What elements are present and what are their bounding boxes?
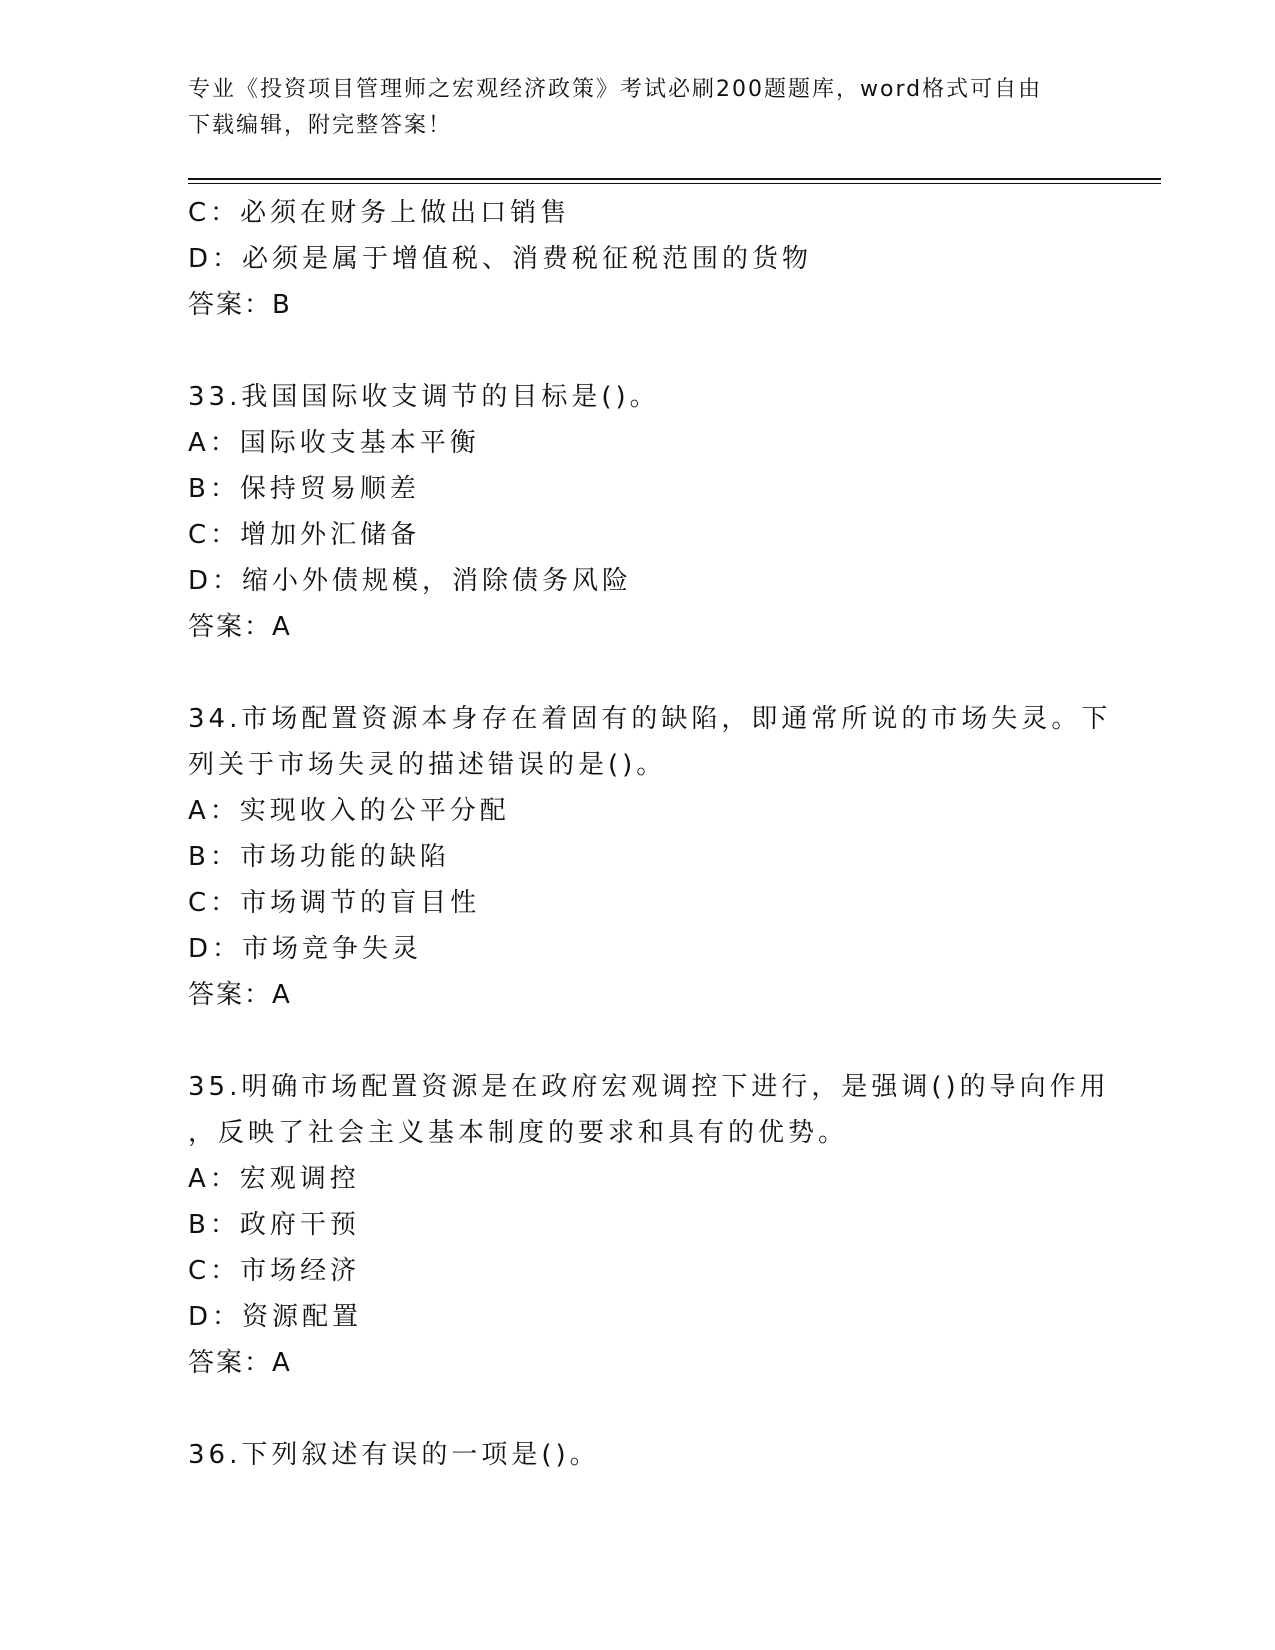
- option-d: D：资源配置: [188, 1302, 363, 1332]
- question-stem-line-1: 34.市场配置资源本身存在着固有的缺陷，即通常所说的市场失灵。下: [188, 704, 1112, 734]
- spacer: [188, 1018, 1088, 1064]
- question-stem-line-1: 35.明确市场配置资源是在政府宏观调控下进行，是强调()的导向作用: [188, 1072, 1110, 1102]
- question-36: [188, 1432, 1088, 1478]
- option-d: D：缩小外债规模，消除债务风险: [188, 566, 633, 596]
- document-header: [188, 72, 1088, 144]
- option-c: C：市场调节的盲目性: [188, 888, 481, 918]
- answer: 答案：A: [188, 1348, 292, 1378]
- question-33: [188, 374, 1088, 650]
- question-stem: 33.我国国际收支调节的目标是()。: [188, 382, 660, 412]
- option-c: C：增加外汇储备: [188, 520, 421, 550]
- header-divider-thin: [188, 183, 1161, 184]
- question-list: [188, 190, 1112, 1478]
- option-a: A：实现收入的公平分配: [188, 796, 510, 826]
- spacer: [188, 650, 1088, 696]
- question-32-tail: [188, 190, 1088, 328]
- answer: 答案：A: [188, 980, 292, 1010]
- option-a: A：宏观调控: [188, 1164, 360, 1194]
- option-a: A：国际收支基本平衡: [188, 428, 480, 458]
- question-stem: 36.下列叙述有误的一项是()。: [188, 1440, 600, 1470]
- option-b: B：市场功能的缺陷: [188, 842, 450, 872]
- question-34: [188, 696, 1112, 1018]
- header-divider-thick: [188, 178, 1161, 180]
- spacer: [188, 1386, 1088, 1432]
- option-b: B：保持贸易顺差: [188, 474, 420, 504]
- question-stem-line-2: ，反映了社会主义基本制度的要求和具有的优势。: [188, 1118, 849, 1148]
- option-d: D：必须是属于增值税、消费税征税范围的货物: [188, 244, 813, 274]
- answer: 答案：A: [188, 612, 292, 642]
- header-line-2: 下载编辑，附完整答案！: [188, 113, 453, 138]
- option-b: B：政府干预: [188, 1210, 360, 1240]
- spacer: [188, 328, 1088, 374]
- option-c: C：市场经济: [188, 1256, 361, 1286]
- question-stem-line-2: 列关于市场失灵的描述错误的是()。: [188, 750, 667, 780]
- header-line-1: 专业《投资项目管理师之宏观经济政策》考试必刷200题题库，word格式可自由: [188, 77, 1043, 102]
- option-d: D：市场竞争失灵: [188, 934, 423, 964]
- question-35: [188, 1064, 1110, 1386]
- answer: 答案：B: [188, 290, 292, 320]
- option-c: C：必须在财务上做出口销售: [188, 198, 571, 228]
